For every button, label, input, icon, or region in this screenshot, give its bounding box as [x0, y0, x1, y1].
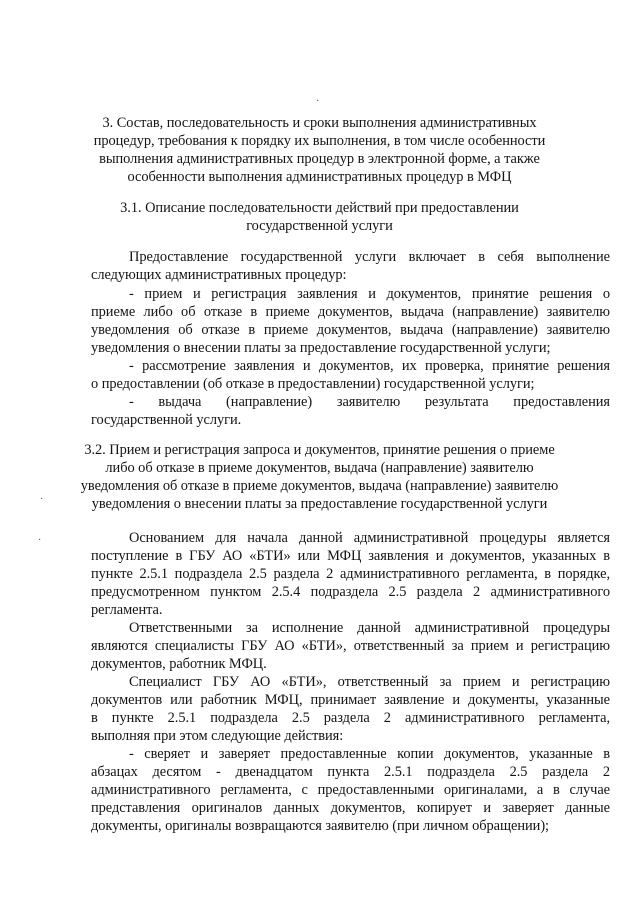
heading-line: уведомления об отказе в приеме документов, выдача (направление) заявителю — [80, 478, 559, 494]
text-line: документов, работник МФЦ. — [91, 656, 267, 672]
text-line: - прием и регистрация заявления и документов, принятие решения о — [129, 286, 610, 302]
text-line: предусмотренном пунктом 2.5.4 подраздела 2.5 раздела 2 административного — [91, 584, 610, 600]
heading-line: либо об отказе в приеме документов, выдача (направление) заявителю — [105, 460, 534, 476]
text-line: регламента. — [91, 602, 163, 618]
text-line: уведомления о внесении платы за предоставление государственной услуги; — [91, 340, 551, 356]
heading-line: уведомления о внесении платы за предоставление государственной услуги — [91, 496, 548, 512]
text-line: Ответственными за исполнение данной административной процедуры — [129, 620, 610, 636]
heading-line: выполнения административных процедур в электронной форме, а также — [99, 151, 540, 167]
text-line: следующих административных процедур: — [91, 267, 347, 283]
text-line: уведомления об отказе в приеме документов, выдача (направление) заявителю — [91, 322, 610, 338]
scan-speck: · — [316, 96, 320, 107]
text-line: документы, оригиналы возвращаются заявителю (при личном обращении); — [91, 818, 550, 834]
text-line: - выдача (направление) заявителю результата предоставления — [129, 394, 610, 410]
scan-speck: · — [40, 494, 44, 505]
text-line: Предоставление государственной услуги включает в себя выполнение — [129, 249, 610, 265]
text-line: - сверяет и заверяет предоставленные копии документов, указанные в — [129, 746, 610, 762]
text-line: выполняя при этом следующие действия: — [91, 728, 344, 744]
text-line: - рассмотрение заявления и документов, их проверка, принятие решения — [129, 358, 610, 374]
text-line: приеме либо об отказе в приеме документов, выдача (направление) заявителю — [91, 304, 610, 320]
heading-line: процедур, требования к порядку их выполнения, в том числе особенности — [93, 133, 546, 149]
text-line: являются специалисты ГБУ АО «БТИ», ответственный за прием и регистрацию — [91, 638, 610, 654]
text-line: пункте 2.5.1 подраздела 2.5 раздела 2 административного регламента, в порядке, — [91, 566, 610, 582]
text-line: документов или работник МФЦ, принимает заявление и документы, указанные — [91, 692, 610, 708]
heading-line: 3.1. Описание последовательности действий при предоставлении — [120, 200, 519, 216]
text-line: поступление в ГБУ АО «БТИ» или МФЦ заявления и документов, указанных в — [91, 548, 610, 564]
text-line: представления оригиналов данных документов, копирует и заверяет данные — [91, 800, 610, 816]
text-line: о предоставлении (об отказе в предоставлении) государственной услуги; — [91, 376, 535, 392]
text-line: Специалист ГБУ АО «БТИ», ответственный за прием и регистрацию — [129, 674, 610, 690]
text-line: Основанием для начала данной административной процедуры является — [129, 530, 610, 546]
scan-speck: · — [38, 535, 42, 546]
heading-line: 3.2. Прием и регистрация запроса и документов, принятие решения о приеме — [84, 442, 555, 458]
heading-line: 3. Состав, последовательность и сроки выполнения административных — [102, 115, 537, 131]
heading-line: особенности выполнения административных процедур в МФЦ — [127, 169, 512, 185]
heading-line: государственной услуги — [246, 218, 393, 234]
text-line: абзацах десятом - двенадцатом пункта 2.5.1 подраздела 2.5 раздела 2 — [91, 764, 610, 780]
text-line: административного регламента, с предоставленными оригиналами, а в случае — [91, 782, 610, 798]
text-line: в пункте 2.5.1 подраздела 2.5 раздела 2 административного регламента, — [91, 710, 610, 726]
text-line: государственной услуги. — [91, 412, 242, 428]
